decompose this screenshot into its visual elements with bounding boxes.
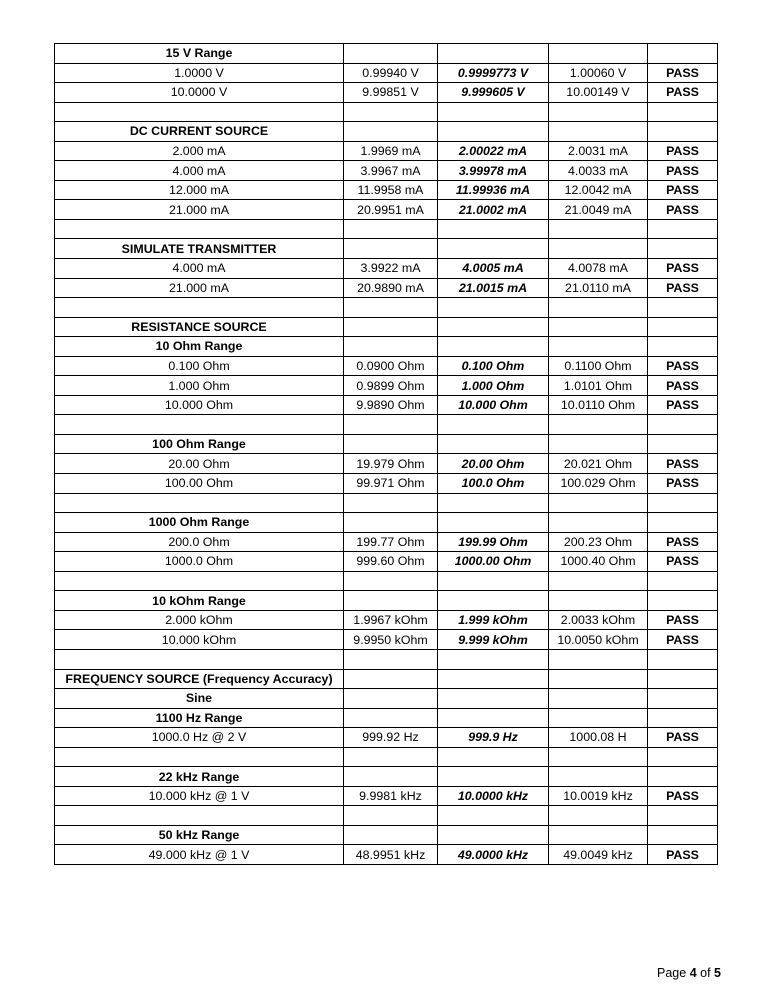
empty-cell [549,649,648,669]
empty-cell [648,708,718,728]
empty-cell [438,513,549,533]
empty-cell [55,102,344,122]
empty-cell [344,415,438,435]
empty-cell [549,493,648,513]
cell-high-limit: 21.0049 mA [549,200,648,220]
empty-cell [438,317,549,337]
empty-cell [648,337,718,357]
cell-low-limit: 0.99940 V [344,63,438,83]
empty-cell [549,102,648,122]
empty-cell [549,747,648,767]
blank-row [55,806,718,826]
empty-cell [438,337,549,357]
cell-low-limit: 999.92 Hz [344,728,438,748]
cell-low-limit: 1.9967 kOhm [344,610,438,630]
section-header-row [55,337,718,357]
page-number [657,966,721,980]
cell-measured: 4.0005 mA [438,259,549,279]
table-row [55,278,718,298]
blank-row [55,649,718,669]
table-row [55,395,718,415]
cell-low-limit: 48.9951 kHz [344,845,438,865]
cell-low-limit: 1.9969 mA [344,141,438,161]
page-current: 4 [689,966,697,980]
section-title: 10 Ohm Range [55,337,344,357]
section-title: RESISTANCE SOURCE [55,317,344,337]
section-header-row [55,434,718,454]
empty-cell [55,298,344,318]
cell-nominal: 0.100 Ohm [55,356,344,376]
cell-low-limit: 20.9951 mA [344,200,438,220]
blank-row [55,493,718,513]
blank-row [55,747,718,767]
empty-cell [438,689,549,709]
section-header-row [55,708,718,728]
empty-cell [344,747,438,767]
blank-row [55,298,718,318]
calibration-results-body [55,44,718,865]
cell-result: PASS [648,395,718,415]
empty-cell [438,493,549,513]
empty-cell [55,649,344,669]
empty-cell [648,102,718,122]
cell-result: PASS [648,63,718,83]
cell-low-limit: 999.60 Ohm [344,552,438,572]
cell-measured: 21.0002 mA [438,200,549,220]
empty-cell [438,44,549,64]
cell-high-limit: 10.0050 kOhm [549,630,648,650]
empty-cell [648,669,718,689]
empty-cell [648,434,718,454]
empty-cell [648,767,718,787]
section-title: 1100 Hz Range [55,708,344,728]
section-header-row [55,767,718,787]
cell-nominal: 1000.0 Ohm [55,552,344,572]
cell-result: PASS [648,454,718,474]
section-title: 50 kHz Range [55,825,344,845]
cell-nominal: 1000.0 Hz @ 2 V [55,728,344,748]
cell-high-limit: 1000.08 H [549,728,648,748]
cell-measured: 49.0000 kHz [438,845,549,865]
empty-cell [344,102,438,122]
empty-cell [438,669,549,689]
empty-cell [344,806,438,826]
empty-cell [648,298,718,318]
cell-high-limit: 2.0033 kOhm [549,610,648,630]
table-row [55,474,718,494]
empty-cell [438,571,549,591]
cell-result: PASS [648,630,718,650]
empty-cell [438,649,549,669]
table-row [55,845,718,865]
empty-cell [344,219,438,239]
section-header-row [55,239,718,259]
empty-cell [648,825,718,845]
empty-cell [648,649,718,669]
cell-low-limit: 9.9890 Ohm [344,395,438,415]
cell-high-limit: 1.00060 V [549,63,648,83]
blank-row [55,415,718,435]
empty-cell [438,767,549,787]
empty-cell [344,513,438,533]
empty-cell [55,493,344,513]
cell-low-limit: 9.99851 V [344,83,438,103]
cell-nominal: 10.0000 V [55,83,344,103]
empty-cell [438,102,549,122]
table-row [55,200,718,220]
cell-low-limit: 11.9958 mA [344,180,438,200]
table-row [55,630,718,650]
empty-cell [648,239,718,259]
cell-result: PASS [648,728,718,748]
cell-result: PASS [648,786,718,806]
empty-cell [438,219,549,239]
empty-cell [648,747,718,767]
cell-low-limit: 199.77 Ohm [344,532,438,552]
table-row [55,728,718,748]
cell-result: PASS [648,474,718,494]
table-row [55,552,718,572]
cell-result: PASS [648,356,718,376]
cell-nominal: 100.00 Ohm [55,474,344,494]
empty-cell [438,298,549,318]
cell-nominal: 1.0000 V [55,63,344,83]
section-header-row [55,44,718,64]
empty-cell [344,767,438,787]
section-header-row [55,825,718,845]
cell-low-limit: 0.0900 Ohm [344,356,438,376]
section-header-row [55,669,718,689]
blank-row [55,219,718,239]
empty-cell [549,767,648,787]
section-header-row [55,513,718,533]
cell-nominal: 4.000 mA [55,259,344,279]
page-word: Page [657,966,687,980]
cell-high-limit: 200.23 Ohm [549,532,648,552]
cell-nominal: 2.000 mA [55,141,344,161]
table-row [55,786,718,806]
empty-cell [648,44,718,64]
cell-high-limit: 49.0049 kHz [549,845,648,865]
page-total: 5 [714,966,721,980]
empty-cell [344,122,438,142]
cell-result: PASS [648,610,718,630]
section-title: DC CURRENT SOURCE [55,122,344,142]
empty-cell [549,239,648,259]
empty-cell [648,317,718,337]
cell-nominal: 4.000 mA [55,161,344,181]
cell-result: PASS [648,161,718,181]
calibration-results-table [54,43,718,865]
section-title: 22 kHz Range [55,767,344,787]
cell-high-limit: 10.0110 Ohm [549,395,648,415]
table-row [55,161,718,181]
section-header-row [55,689,718,709]
cell-measured: 1.999 kOhm [438,610,549,630]
empty-cell [549,669,648,689]
empty-cell [648,219,718,239]
cell-high-limit: 10.00149 V [549,83,648,103]
cell-nominal: 10.000 Ohm [55,395,344,415]
section-title: 100 Ohm Range [55,434,344,454]
empty-cell [438,825,549,845]
cell-measured: 0.9999773 V [438,63,549,83]
empty-cell [344,689,438,709]
section-header-row [55,317,718,337]
empty-cell [549,708,648,728]
empty-cell [549,825,648,845]
empty-cell [648,591,718,611]
cell-high-limit: 100.029 Ohm [549,474,648,494]
empty-cell [438,591,549,611]
cell-high-limit: 20.021 Ohm [549,454,648,474]
cell-result: PASS [648,552,718,572]
cell-result: PASS [648,141,718,161]
empty-cell [344,337,438,357]
empty-cell [549,317,648,337]
cell-high-limit: 1000.40 Ohm [549,552,648,572]
cell-result: PASS [648,278,718,298]
empty-cell [344,317,438,337]
cell-measured: 3.99978 mA [438,161,549,181]
empty-cell [438,415,549,435]
empty-cell [438,122,549,142]
empty-cell [648,122,718,142]
cell-result: PASS [648,180,718,200]
table-row [55,454,718,474]
empty-cell [648,415,718,435]
table-row [55,610,718,630]
empty-cell [549,298,648,318]
empty-cell [648,571,718,591]
table-row [55,180,718,200]
cell-measured: 100.0 Ohm [438,474,549,494]
empty-cell [438,806,549,826]
empty-cell [55,806,344,826]
cell-nominal: 21.000 mA [55,200,344,220]
empty-cell [344,44,438,64]
empty-cell [344,493,438,513]
empty-cell [344,825,438,845]
cell-low-limit: 9.9981 kHz [344,786,438,806]
empty-cell [344,434,438,454]
cell-high-limit: 4.0033 mA [549,161,648,181]
empty-cell [55,747,344,767]
empty-cell [648,806,718,826]
cell-measured: 0.100 Ohm [438,356,549,376]
empty-cell [344,649,438,669]
empty-cell [648,513,718,533]
cell-measured: 10.0000 kHz [438,786,549,806]
cell-low-limit: 9.9950 kOhm [344,630,438,650]
table-row [55,356,718,376]
cell-nominal: 10.000 kOhm [55,630,344,650]
cell-result: PASS [648,259,718,279]
cell-result: PASS [648,532,718,552]
table-row [55,532,718,552]
cell-low-limit: 3.9922 mA [344,259,438,279]
empty-cell [549,434,648,454]
empty-cell [549,591,648,611]
cell-low-limit: 3.9967 mA [344,161,438,181]
empty-cell [438,434,549,454]
table-row [55,63,718,83]
empty-cell [549,806,648,826]
empty-cell [344,669,438,689]
cell-nominal: 1.000 Ohm [55,376,344,396]
cell-nominal: 20.00 Ohm [55,454,344,474]
section-title: FREQUENCY SOURCE (Frequency Accuracy) [55,669,344,689]
empty-cell [549,571,648,591]
section-title: Sine [55,689,344,709]
cell-high-limit: 1.0101 Ohm [549,376,648,396]
empty-cell [344,571,438,591]
section-header-row [55,122,718,142]
section-title: 1000 Ohm Range [55,513,344,533]
cell-high-limit: 21.0110 mA [549,278,648,298]
cell-measured: 10.000 Ohm [438,395,549,415]
cell-result: PASS [648,83,718,103]
cell-result: PASS [648,200,718,220]
empty-cell [549,337,648,357]
cell-high-limit: 12.0042 mA [549,180,648,200]
cell-high-limit: 4.0078 mA [549,259,648,279]
empty-cell [344,298,438,318]
cell-measured: 1000.00 Ohm [438,552,549,572]
empty-cell [648,493,718,513]
cell-high-limit: 2.0031 mA [549,141,648,161]
cell-nominal: 49.000 kHz @ 1 V [55,845,344,865]
empty-cell [55,571,344,591]
empty-cell [55,219,344,239]
cell-high-limit: 10.0019 kHz [549,786,648,806]
empty-cell [549,219,648,239]
cell-result: PASS [648,845,718,865]
blank-row [55,571,718,591]
empty-cell [549,122,648,142]
empty-cell [549,44,648,64]
section-header-row [55,591,718,611]
cell-measured: 11.99936 mA [438,180,549,200]
cell-nominal: 10.000 kHz @ 1 V [55,786,344,806]
empty-cell [438,239,549,259]
section-title: SIMULATE TRANSMITTER [55,239,344,259]
empty-cell [344,591,438,611]
cell-measured: 20.00 Ohm [438,454,549,474]
cell-measured: 9.999 kOhm [438,630,549,650]
table-row [55,259,718,279]
cell-low-limit: 0.9899 Ohm [344,376,438,396]
cell-low-limit: 20.9890 mA [344,278,438,298]
cell-nominal: 21.000 mA [55,278,344,298]
page-of: of [700,966,711,980]
section-title: 15 V Range [55,44,344,64]
cell-result: PASS [648,376,718,396]
empty-cell [344,708,438,728]
empty-cell [438,747,549,767]
cell-nominal: 12.000 mA [55,180,344,200]
empty-cell [549,415,648,435]
cell-measured: 1.000 Ohm [438,376,549,396]
cell-measured: 199.99 Ohm [438,532,549,552]
table-row [55,141,718,161]
cell-measured: 9.999605 V [438,83,549,103]
cell-low-limit: 99.971 Ohm [344,474,438,494]
table-row [55,83,718,103]
empty-cell [344,239,438,259]
empty-cell [648,689,718,709]
empty-cell [549,513,648,533]
table-row [55,376,718,396]
empty-cell [549,689,648,709]
section-title: 10 kOhm Range [55,591,344,611]
empty-cell [55,415,344,435]
cell-low-limit: 19.979 Ohm [344,454,438,474]
cell-measured: 999.9 Hz [438,728,549,748]
cell-measured: 21.0015 mA [438,278,549,298]
empty-cell [438,708,549,728]
cell-measured: 2.00022 mA [438,141,549,161]
cell-nominal: 2.000 kOhm [55,610,344,630]
cell-nominal: 200.0 Ohm [55,532,344,552]
blank-row [55,102,718,122]
cell-high-limit: 0.1100 Ohm [549,356,648,376]
